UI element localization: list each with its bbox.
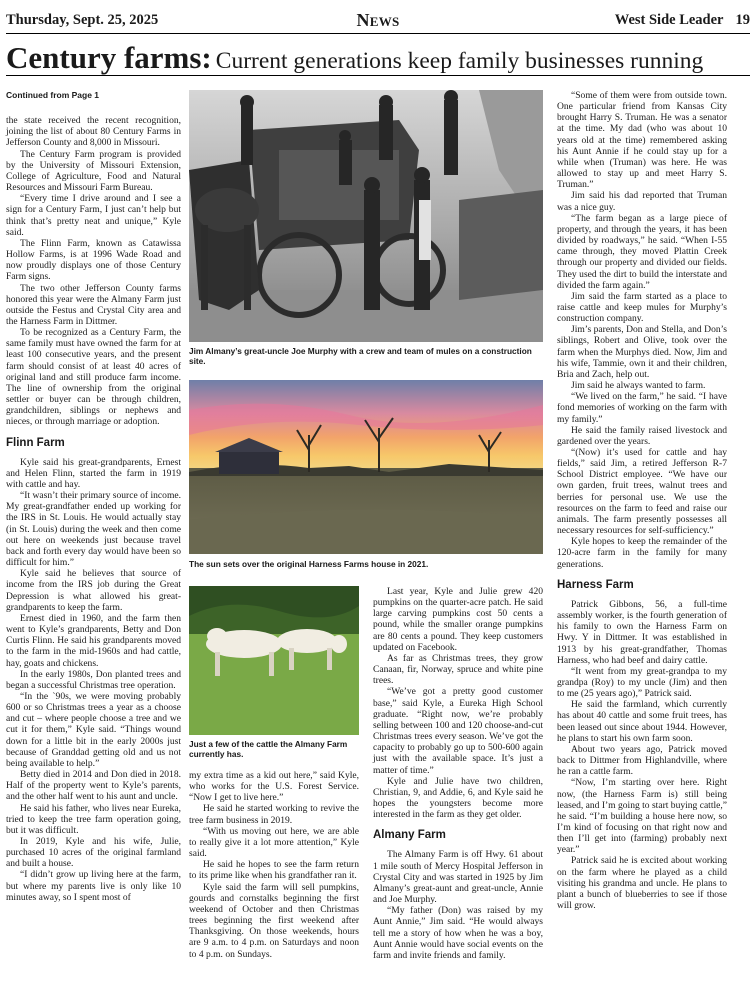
paragraph: “In the `90s, we were moving probably 600 or so Christmas trees a year as a choose and cut – where people choose a tree and we cut it for them,” Kyle said. “Things wound down for a little bit in the early 2000s just because of Granddad getting old and us not being available to help.” [6,690,181,769]
photo-sunset-farmhouse [189,380,543,554]
paragraph: Jim said the farm started as a place to raise cattle and keep mules for Murphy’s construction company. [557,290,727,325]
article-column-2 [189,770,359,960]
paragraph: Last year, Kyle and Julie grew 420 pumpkins on the quarter-acre patch. He said large carving pumpkins cost 50 cents a pound, while the smaller orange pumpkins are 80 cents a pound. They keep customers updated on Facebook. [373,586,543,653]
article-column-3 [373,586,543,961]
paragraph: my extra time as a kid out here,” said Kyle, who works for the U.S. Forest Service. “Now I get to live here.” [189,770,359,804]
paragraph: “We’ve got a pretty good customer base,” said Kyle, a Eureka High School graduate. “Right now, we’re probably selling between 100 and 120 choose-and-cut Christmas trees every season. We’ve got the capacity to probably go up to 500-600 again just with the available space. It’s just a matter of time.” [373,686,543,776]
paragraph: Kyle said his great-grandparents, Ernest and Helen Flinn, started the farm in 1919 with cattle and hay. [6,456,181,490]
paragraph: He said he hopes to see the farm return to its prime like when his grandfather ran it. [189,859,359,882]
paragraph: He said the family raised livestock and gardened over the years. [557,424,727,447]
paragraph: Jim’s parents, Don and Stella, and Don’s siblings, Robert and Olive, took over the farm when the Murphys died. Now, Jim and his wife, Tammie, own it and their children, Bria and Zach, help out. [557,324,727,380]
paragraph: He said the farmland, which currently has about 40 cattle and some fruit trees, has been leased out since about 1944. However, he plans to start his own farm soon. [557,699,727,744]
paragraph: The Flinn Farm, known as Catawissa Hollow Farms, is at 1996 Wade Road and now proudly displays one of those Century Farm signs. [6,237,181,283]
paragraph: Kyle and Julie have two children, Christian, 9, and Addie, 6, and Kyle said he hopes the youngsters become more interested in the farm as they get older. [373,775,543,821]
folio-bar [6,10,750,34]
subhead-flinn-farm: Flinn Farm [6,436,65,449]
paragraph: Patrick Gibbons, 56, a full-time assembly worker, is the fourth generation of his family to own the Harness Farm on Hwy. Y in Dittmer. It was established in 1913 by his great-grandfather, Thomas Harness, who had beef and dairy cattle. [557,598,727,666]
paragraph: “With us moving out here, we are able to really give it a lot more attention,” Kyle said. [189,825,359,860]
paragraph: To be recognized as a Century Farm, the same family must have owned the farm for at least 100 consecutive years, and the present farm should consist of at least 40 acres of original land and still produce farm income. The line of ownership from the original settler or buyer can be through children, grandchildren, siblings or nephews and nieces, or through marriage or adoption. [6,327,181,428]
headline-kicker: Century farms: [6,40,212,75]
headline-deck: Current generations keep family businesses running [215,48,704,74]
paragraph: Ernest died in 1960, and the farm then went to Kyle’s grandparents, Betty and Don Curtis Flinn. He said his grandparents moved to the farm in the mid-1960s and had cattle, hay, goats and chickens. [6,612,181,669]
paragraph: The two other Jefferson County farms honored this year were the Almany Farm just outside the Festus and Crystal City area and the Harness Farm in Dittmer. [6,282,181,327]
photo-cattle [189,586,359,735]
article-column-1 [6,90,181,903]
paragraph: Patrick said he is excited about working on the farm where he played as a child visiting his grandma and uncle. He plans to plant a bunch of blueberries to see if those will grow. [557,855,727,912]
paragraph: “Now, I’m starting over here. Right now, (the Harness Farm is) still being leased, and I’m going to start buying cattle,” he said. “I’m building a house here now, so I’m kind of focusing on that right now and then I’ll get into (farming) probably next year.” [557,777,727,856]
paragraph: “(Now) it’s used for cattle and hay fields,” said Jim, a retired Jefferson R-7 School District employee. “We have our own garden, fruit trees, walnut trees and berries for personal use. We use the resources on the farm to feed and raise our animals. The farm presently possesses all necessary resources for self-sufficiency.” [557,447,727,537]
paragraph: In 2019, Kyle and his wife, Julie, purchased 10 acres of the original farmland and built a house. [6,836,181,870]
paragraph: As far as Christmas trees, they grow Canaan, fir, Norway, spruce and white pine trees. [373,652,543,687]
headline [6,40,750,76]
caption-photo-1: Jim Almany’s great-uncle Joe Murphy with a crew and team of mules on a construction site. [189,346,532,366]
paper-info [615,12,750,29]
caption-photo-2: The sun sets over the original Harness Farms house in 2021. [189,559,429,569]
paragraph: “Every time I drive around and I see a sign for a Century Farm, I just can’t help but think that’s pretty neat and unique,” Kyle said. [6,193,181,238]
issue-date: Thursday, Sept. 25, 2025 [6,12,159,28]
paragraph: “It wasn’t their primary source of income. My great-grandfather ended up working for the IRS in St. Louis. He would actually stay (in St. Louis) during the week and then come out here on weekends just because travel back and forth every day would have been so difficult for him.” [6,490,181,569]
subhead-almany-farm: Almany Farm [373,829,446,842]
section-label: News [356,10,400,30]
continued-label: Continued from Page 1 [6,90,100,100]
paragraph: “It went from my great-grandpa to my grandpa (Roy) to my uncle (Jim) and then to me (25 years ago),” Patrick said. [557,665,727,700]
paragraph: Kyle hopes to keep the remainder of the 120-acre farm in the family for many generations. [557,536,727,570]
paragraph: Kyle said he believes that source of income from the IRS job during the Great Depression is what allowed his great-grandparents to keep the farm. [6,568,181,613]
page-number: 19 [735,12,750,28]
paragraph: He said his father, who lives near Eureka, tried to keep the tree farm operation going, but it was difficult. [6,802,181,836]
paragraph: Jim said he always wanted to farm. [571,380,706,392]
paragraph: “Some of them were from outside town. One particular friend from Kansas City brought Harry S. Truman. He was a senator at the time. My dad (who was about 10 years old at the time) remembered asking his Aunt Annie if he could stay up for a while when (Truman) was here. He was allowed to stay up and meet Harry S. Truman.” [557,90,727,191]
paragraph: Betty died in 2014 and Don died in 2018. Half of the property went to Kyle’s parents, and the other half went to his aunt and uncle. [6,769,181,803]
paragraph: “I didn’t grow up living here at the farm, but where my parents live is only like 10 minutes away, so I spent most of [6,869,181,903]
paragraph: The Century Farm program is provided by the University of Missouri Extension, College of Agriculture, Food and Natural Resources and Missouri Farm Bureau. [6,148,181,194]
photo-construction-crew [189,90,543,342]
paragraph: “My father (Don) was raised by my Aunt Annie,” Jim said. “He would always tell me a story of how when he was a boy, Aunt Annie would have social events on the farm and invite friends and family. [373,905,543,961]
paragraph: Kyle said the farm will sell pumpkins, gourds and cornstalks beginning the first weekend of October and then Christmas trees beginning the first weekend after Thanksgiving. On those weekends, hours are 9 a.m. to 4 p.m. on Saturdays and noon to 4 p.m. on Sundays. [189,881,359,960]
subhead-harness-farm: Harness Farm [557,578,634,591]
paragraph: He said he started working to revive the tree farm business in 2019. [189,803,359,826]
paragraph: In the early 1980s, Don planted trees and began a successful Christmas tree operation. [6,668,181,691]
paragraph: the state received the recent recognition, joining the list of about 80 Century Farms in Jefferson County and 8,000 in Missouri. [6,115,181,149]
article-column-4 [557,90,727,911]
paragraph: “The farm began as a large piece of property, and through the years, it has been divided by roadways,” he said. “When I-55 came through, they moved Plattin Creek through our property and divided our fields. They used the dirt to build the interstate and divided the farm again.” [557,212,727,291]
paragraph: About two years ago, Patrick moved back to Dittmer from Highlandville, where he ran a cattle farm. [557,743,727,778]
caption-photo-3: Just a few of the cattle the Almany Farm currently has. [189,739,348,759]
paragraph: Jim said his dad reported that Truman was a nice guy. [557,190,727,213]
paper-name: West Side Leader [614,12,724,28]
paragraph: “We lived on the farm,” he said. “I have fond memories of working on the farm with my family.” [557,391,727,425]
paragraph: The Almany Farm is off Hwy. 61 about 1 mile south of Mercy Hospital Jefferson in Crystal City and was started in 1925 by Jim Almany’s great-aunt and great-uncle, Annie and Joe Murphy. [373,849,543,906]
